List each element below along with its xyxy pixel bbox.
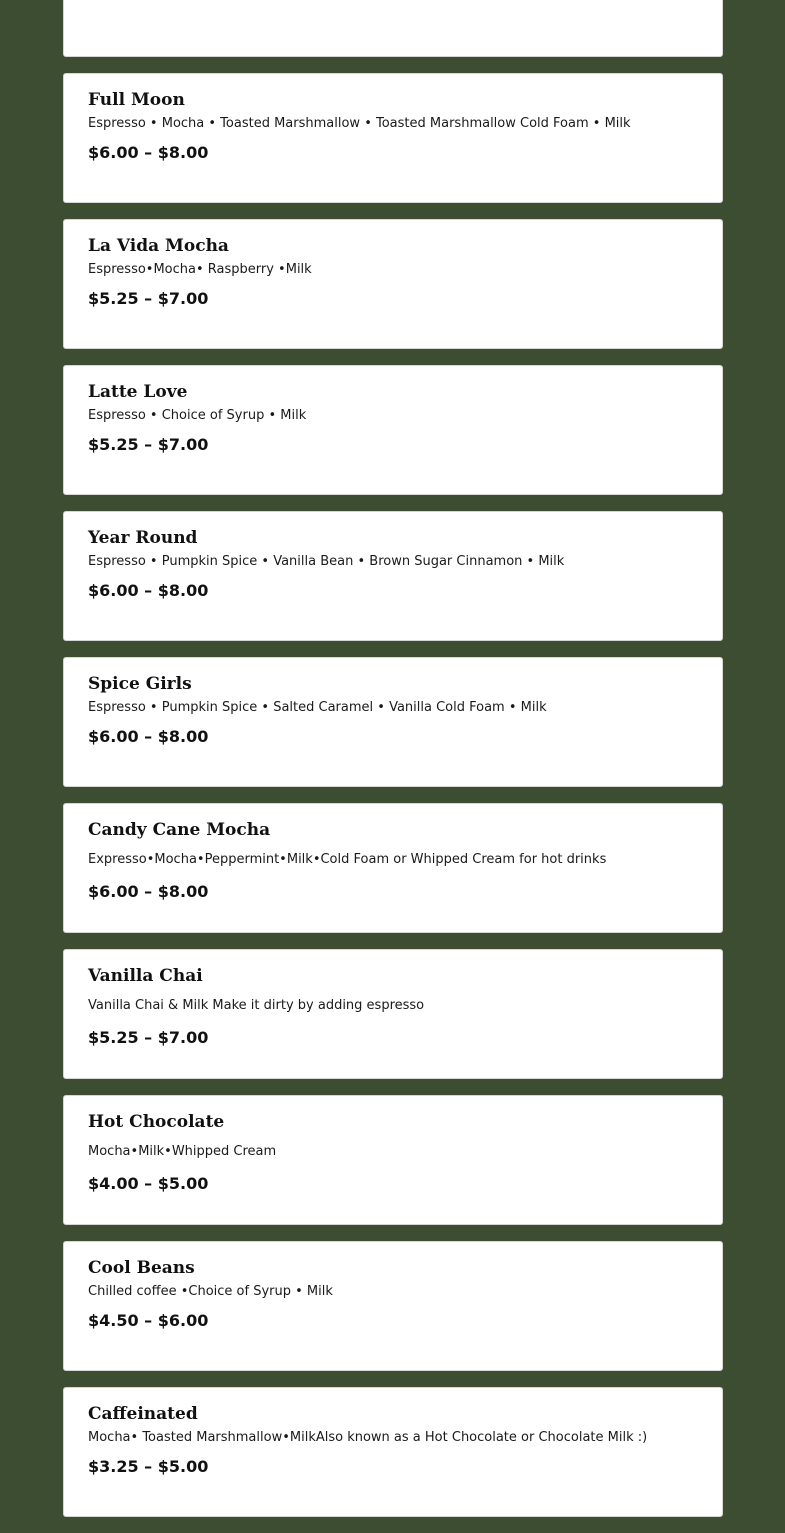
menu-item-list	[63, 0, 723, 1533]
menu-item-name: Latte Love	[88, 382, 188, 402]
menu-item-price: $5.25 – $7.00	[88, 435, 209, 454]
menu-item-card[interactable]	[63, 73, 723, 203]
menu-item-description: Espresso • Choice of Syrup • Milk	[88, 408, 307, 423]
menu-item-price: $6.00 – $8.00	[88, 882, 209, 901]
menu-item-card[interactable]	[63, 1095, 723, 1225]
menu-item-description: Mocha•Milk•Whipped Cream	[88, 1144, 277, 1159]
menu-item-name: Year Round	[88, 528, 198, 548]
menu-item-description: Chilled coffee •Choice of Syrup • Milk	[88, 1284, 333, 1299]
menu-item-name: Cool Beans	[88, 1258, 195, 1278]
menu-item-name: Hot Chocolate	[88, 1112, 225, 1132]
menu-item-description: Vanilla Chai & Milk Make it dirty by adding espresso	[88, 998, 425, 1013]
menu-item-card[interactable]	[63, 219, 723, 349]
menu-item-price: $6.00 – $8.00	[88, 727, 209, 746]
menu-item-name: Full Moon	[88, 90, 185, 110]
menu-item-description: Mocha• Toasted Marshmallow•MilkAlso known as a Hot Chocolate or Chocolate Milk :)	[88, 1430, 648, 1445]
menu-item-description: Espresso•Mocha• Raspberry •Milk	[88, 262, 312, 277]
menu-item-card[interactable]	[63, 657, 723, 787]
menu-item-description: Expresso•Mocha•Peppermint•Milk•Cold Foam or Whipped Cream for hot drinks	[88, 852, 607, 867]
menu-item-card[interactable]	[63, 949, 723, 1079]
menu-item-card[interactable]	[63, 0, 723, 57]
menu-item-card[interactable]	[63, 803, 723, 933]
menu-item-price: $5.25 – $7.00	[88, 289, 209, 308]
menu-item-card[interactable]	[63, 365, 723, 495]
menu-item-price: $6.00 – $8.00	[88, 581, 209, 600]
menu-item-price: $4.00 – $5.00	[88, 1174, 209, 1193]
menu-item-price: $3.25 – $5.00	[88, 1457, 209, 1476]
menu-item-name: Caffeinated	[88, 1404, 198, 1424]
menu-item-price: $5.25 – $7.00	[88, 1028, 209, 1047]
menu-item-name: La Vida Mocha	[88, 236, 229, 256]
menu-item-card[interactable]	[63, 1241, 723, 1371]
menu-item-price: $6.00 – $8.00	[88, 143, 209, 162]
menu-item-description: Espresso • Mocha • Toasted Marshmallow • Toasted Marshmallow Cold Foam • Milk	[88, 116, 631, 131]
menu-item-description: Espresso • Pumpkin Spice • Salted Caramel • Vanilla Cold Foam • Milk	[88, 700, 547, 715]
menu-item-price: $4.50 – $6.00	[88, 1311, 209, 1330]
menu-item-name: Spice Girls	[88, 674, 192, 694]
menu-item-description: Espresso • Pumpkin Spice • Vanilla Bean • Brown Sugar Cinnamon • Milk	[88, 554, 565, 569]
menu-item-card[interactable]	[63, 511, 723, 641]
menu-item-name: Candy Cane Mocha	[88, 820, 271, 840]
menu-item-name: Vanilla Chai	[88, 966, 203, 986]
menu-item-card[interactable]	[63, 1387, 723, 1517]
